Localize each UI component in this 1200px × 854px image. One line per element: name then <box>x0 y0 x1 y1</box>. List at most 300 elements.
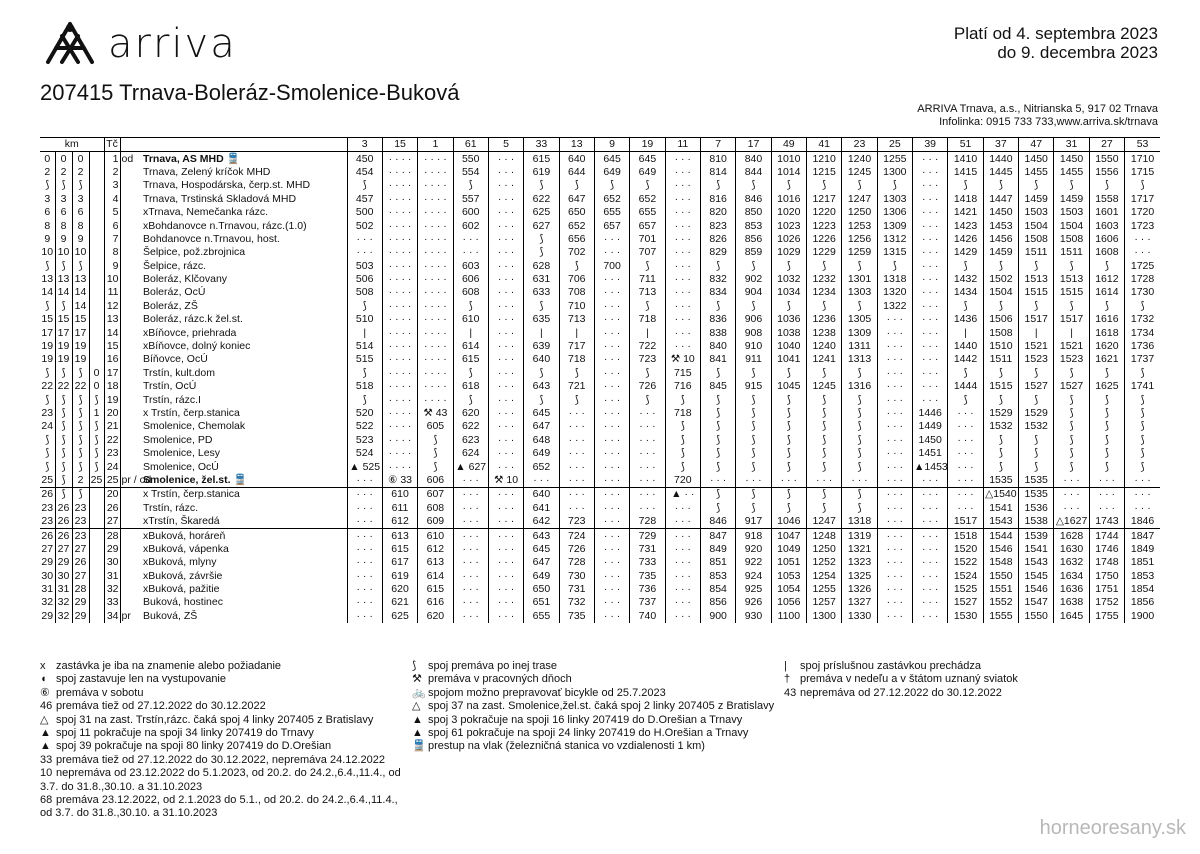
departure-time: · · · <box>630 502 665 515</box>
departure-time: 640 <box>524 353 559 366</box>
legend-text: premáva v nedeľu a v štátom uznaný sviatok <box>800 673 1018 686</box>
departure-time: ▲1453 <box>914 460 948 473</box>
departure-time: · · · <box>594 367 629 380</box>
departure-time: ⟆ <box>559 179 594 192</box>
departure-time: 454 <box>347 166 382 179</box>
departure-time: ⟆ <box>842 488 877 502</box>
departure-time: · · · <box>488 556 523 569</box>
departure-time: ⟆ <box>983 260 1018 273</box>
km-cell: ⟆ <box>45 393 50 406</box>
arrival-departure-flag <box>120 488 142 502</box>
departure-time: 729 <box>630 529 665 543</box>
departure-time: · · · <box>877 474 912 488</box>
timetable-row <box>40 434 1160 447</box>
km-cell: 13 <box>72 273 89 286</box>
departure-time: 1603 <box>1089 219 1124 232</box>
km-cell: ⟆ <box>72 260 89 273</box>
departure-time: 642 <box>524 515 559 529</box>
departure-time: ⟆ <box>842 260 877 273</box>
departure-time: 650 <box>524 583 559 596</box>
km-cell: 3 <box>55 193 72 206</box>
departure-time: 1440 <box>983 152 1018 166</box>
arrival-departure-flag <box>120 380 142 393</box>
departure-time: · · · <box>877 543 912 556</box>
tc-cell: 28 <box>104 529 120 543</box>
departure-time: 652 <box>630 193 665 206</box>
departure-time: ⟆ <box>1054 260 1089 273</box>
departure-time: · · · <box>594 488 629 502</box>
departure-time: · · · <box>488 420 523 433</box>
departure-time: ⟆ <box>524 367 559 380</box>
km-cell: ⟆ <box>45 447 50 460</box>
km-cell: 14 <box>72 286 89 299</box>
departure-time: 1521 <box>1019 340 1054 353</box>
departure-time: 1556 <box>1089 166 1124 179</box>
departure-time: ⟆ <box>665 447 700 460</box>
tc-cell: 34 <box>104 610 120 623</box>
departure-time: 1614 <box>1089 286 1124 299</box>
legend-item <box>40 754 412 767</box>
km-cell: ⟆ <box>72 393 89 406</box>
km-cell <box>89 596 104 609</box>
km-cell: ⟆ <box>45 433 50 446</box>
departure-time: · · · <box>665 219 700 232</box>
legend-text: spoj zastavuje len na vystupovanie <box>56 673 226 686</box>
departure-time: · · · <box>877 610 912 623</box>
timetable-row <box>40 273 1160 286</box>
legend-item <box>40 740 412 753</box>
departure-time: 640 <box>524 488 559 502</box>
departure-time: · · · <box>453 474 488 488</box>
km-cell: 1 <box>89 407 104 420</box>
tc-cell: 16 <box>104 353 120 366</box>
departure-time: 602 <box>453 219 488 232</box>
legend-text: premáva v pracovných dňoch <box>428 673 572 686</box>
departure-time: 1551 <box>983 583 1018 596</box>
legend-item <box>40 767 412 794</box>
departure-time: 718 <box>559 353 594 366</box>
km-cell <box>89 556 104 569</box>
departure-time: 836 <box>700 313 735 326</box>
trip-number-header: 49 <box>771 138 806 152</box>
departure-time: 618 <box>453 380 488 393</box>
departure-time: · · · <box>842 474 877 488</box>
departure-time: 726 <box>559 543 594 556</box>
km-cell: ⟆ <box>55 407 72 420</box>
departure-time: 1330 <box>842 610 877 623</box>
departure-time: 614 <box>418 570 453 583</box>
timetable-row <box>40 353 1160 366</box>
tc-cell: 27 <box>104 515 120 529</box>
km-cell <box>89 233 104 246</box>
legend-symbol: 43 <box>784 686 797 699</box>
km-cell: 29 <box>41 556 54 569</box>
departure-time: 523 <box>347 434 382 447</box>
km-cell: 27 <box>41 542 54 555</box>
tc-cell: 26 <box>104 502 120 515</box>
departure-time: · · · · <box>382 166 417 179</box>
departure-time: ⟆ <box>1054 300 1089 313</box>
departure-time: · · · <box>488 529 523 543</box>
departure-time: ⟆ <box>842 179 877 192</box>
departure-time: · · · <box>453 556 488 569</box>
departure-time: 1736 <box>1125 340 1160 353</box>
departure-time: | <box>347 326 382 339</box>
departure-time: 856 <box>700 596 735 609</box>
departure-time: · · · <box>665 340 700 353</box>
departure-time: 1316 <box>842 380 877 393</box>
departure-time: ⟆ <box>1089 393 1124 406</box>
departure-time: · · · <box>806 474 841 488</box>
departure-time: ⟆ <box>1054 460 1089 473</box>
departure-time: 1020 <box>771 206 806 219</box>
km-cell: 26 <box>41 488 54 501</box>
departure-time: ⟆ <box>453 393 488 406</box>
departure-time: · · · <box>913 570 948 583</box>
departure-time: 1550 <box>983 570 1018 583</box>
km-cell: ⟆ <box>55 434 72 447</box>
departure-time: ⟆ <box>1054 420 1089 433</box>
departure-time: ⟆ <box>700 420 735 433</box>
legend-symbol: ◖ <box>40 673 47 686</box>
trip-number-header: 11 <box>665 138 700 152</box>
departure-time: 1303 <box>842 286 877 299</box>
arrival-departure-flag <box>120 515 142 529</box>
stop-name: Bohdanovce n.Trnavou, host. <box>142 233 347 246</box>
departure-time: 1026 <box>771 233 806 246</box>
tc-cell: 13 <box>104 313 120 326</box>
departure-time: ⟆ <box>736 460 771 473</box>
km-cell <box>89 543 104 556</box>
departure-time: · · · <box>630 407 665 420</box>
departure-time: 1849 <box>1125 543 1160 556</box>
departure-time: ⟆ <box>524 233 559 246</box>
departure-time: 612 <box>382 515 417 529</box>
departure-time: ⟆ <box>347 367 382 380</box>
departure-time: 1725 <box>1125 260 1160 273</box>
departure-time: 1445 <box>983 166 1018 179</box>
departure-time: 728 <box>559 556 594 569</box>
departure-time: 1527 <box>1019 380 1054 393</box>
departure-time: · · · <box>559 474 594 488</box>
km-cell: ⟆ <box>89 447 104 460</box>
departure-time: 644 <box>559 166 594 179</box>
departure-time: 1038 <box>771 326 806 339</box>
timetable-row <box>40 313 1160 326</box>
departure-time: ⟆ <box>524 300 559 313</box>
departure-time: 1423 <box>948 219 983 232</box>
departure-time: ⟆ <box>1089 260 1124 273</box>
timetable-row <box>40 260 1160 273</box>
departure-time: 510 <box>347 313 382 326</box>
departure-time: 841 <box>700 353 735 366</box>
departure-time: 617 <box>382 556 417 569</box>
tc-cell: 8 <box>104 246 120 259</box>
departure-time: · · · <box>488 206 523 219</box>
departure-time: 1327 <box>842 596 877 609</box>
departure-time: · · · <box>1089 474 1124 488</box>
departure-time: · · · <box>877 488 912 502</box>
trip-number-header: 25 <box>877 138 912 152</box>
km-cell: ⟆ <box>45 259 50 272</box>
departure-time: 1524 <box>948 570 983 583</box>
departure-time: ⟆ <box>1054 393 1089 406</box>
company-info <box>917 103 1158 129</box>
km-cell: ⟆ <box>55 393 72 406</box>
km-cell: 0 <box>89 367 104 380</box>
departure-time: 1223 <box>806 219 841 232</box>
arrival-departure-flag <box>120 460 142 473</box>
trip-number-header: 3 <box>347 138 382 152</box>
km-cell: 10 <box>55 246 72 259</box>
legend-text: spoj 31 na zast. Trstín,rázc. čaká spoj 4 linky 207405 z Bratislavy <box>56 713 374 726</box>
departure-time: · · · <box>913 179 948 192</box>
km-cell: ⟆ <box>72 420 89 433</box>
departure-time: 733 <box>630 556 665 569</box>
legend-text: premáva v sobotu <box>56 686 144 699</box>
departure-time: 1723 <box>1125 219 1160 232</box>
departure-time: 1508 <box>983 326 1018 339</box>
trip-number-header: 47 <box>1019 138 1054 152</box>
stop-name: Trstín, rázc. <box>142 502 347 515</box>
legend-item <box>40 727 412 740</box>
departure-time: 1846 <box>1125 515 1160 529</box>
departure-time: 524 <box>347 447 382 460</box>
departure-time: 1625 <box>1089 380 1124 393</box>
km-cell: ⟆ <box>45 179 50 192</box>
departure-time: · · · <box>665 246 700 259</box>
trip-number-header: 53 <box>1125 138 1160 152</box>
departure-time: · · · <box>1125 233 1160 246</box>
km-cell <box>89 219 104 232</box>
legend-text: premáva 23.12.2022, od 2.1.2023 do 5.1., od 20.2. do 24.2.,6.4.,11.4., od 3.7. do 31.8.,30.10. a 31.10.2023 <box>40 794 398 820</box>
stop-name: Boleráz, Klčovany <box>142 273 347 286</box>
departure-time: 840 <box>736 152 771 166</box>
stop-name: Boleráz, rázc.k žel.st. <box>142 313 347 326</box>
departure-time: ⟆ <box>418 434 453 447</box>
departure-time: 735 <box>630 570 665 583</box>
stop-name: Smolenice, Chemolak <box>142 420 347 433</box>
departure-time: 514 <box>347 340 382 353</box>
departure-time: · · · <box>488 353 523 366</box>
departure-time: 911 <box>736 353 771 366</box>
departure-time: · · · <box>665 610 700 623</box>
departure-time: 920 <box>736 543 771 556</box>
departure-time: 615 <box>524 152 559 166</box>
departure-time: · · · · <box>382 152 417 166</box>
departure-time: · · · <box>913 326 948 339</box>
departure-time: ⟆ <box>700 300 735 313</box>
departure-time: 707 <box>630 246 665 259</box>
departure-time: 619 <box>524 166 559 179</box>
km-cell: 23 <box>72 515 89 529</box>
departure-time: · · · <box>665 529 700 543</box>
departure-time: · · · <box>594 353 629 366</box>
arrival-departure-flag <box>120 340 142 353</box>
departure-time: · · · <box>913 260 948 273</box>
stop-name: xBohdanovce n.Trnavou, rázc.(1.0) <box>142 219 347 232</box>
km-cell: 13 <box>55 273 72 286</box>
timetable-row <box>40 179 1160 192</box>
departure-time: 1429 <box>948 246 983 259</box>
departure-time: 708 <box>559 286 594 299</box>
departure-time: 1415 <box>948 166 983 179</box>
departure-time: 924 <box>736 570 771 583</box>
departure-time: 717 <box>559 340 594 353</box>
departure-time: ⟆ <box>806 260 841 273</box>
arrival-departure-flag <box>120 300 142 313</box>
stop-name: Trnava, Hospodárska, čerp.st. MHD <box>142 179 347 192</box>
legend-item <box>412 660 784 673</box>
trip-number-header: 51 <box>948 138 983 152</box>
km-cell: 3 <box>72 193 89 206</box>
departure-time: ⟆ <box>665 460 700 473</box>
departure-time: 1502 <box>983 273 1018 286</box>
departure-time: 647 <box>524 420 559 433</box>
departure-time: 1036 <box>771 313 806 326</box>
departure-time: ⟆ <box>347 179 382 192</box>
timetable-row <box>40 556 1160 569</box>
km-cell <box>89 260 104 273</box>
departure-time: · · · · <box>418 152 453 166</box>
departure-time: · · · <box>347 246 382 259</box>
timetable-row <box>40 610 1160 623</box>
stop-name: x Trstín, čerp.stanica <box>142 488 347 502</box>
departure-time: ⟆ <box>700 393 735 406</box>
departure-time: · · · <box>1125 246 1160 259</box>
timetable-row <box>40 502 1160 515</box>
departure-time: · · · <box>1089 488 1124 502</box>
departure-time: 1319 <box>842 529 877 543</box>
departure-time: 1525 <box>948 583 983 596</box>
km-cell: 17 <box>55 326 72 339</box>
departure-time: 713 <box>559 313 594 326</box>
departure-time: · · · · <box>382 434 417 447</box>
departure-time: 735 <box>559 610 594 623</box>
km-cell: ⟆ <box>55 260 72 273</box>
departure-time: 645 <box>524 543 559 556</box>
departure-time: 1717 <box>1125 193 1160 206</box>
km-cell: ⟆ <box>55 420 72 433</box>
departure-time: 1029 <box>771 246 806 259</box>
arrival-departure-flag <box>120 543 142 556</box>
departure-time: 1737 <box>1125 353 1160 366</box>
timetable-row <box>40 393 1160 406</box>
departure-time: · · · <box>488 286 523 299</box>
departure-time: · · · <box>877 340 912 353</box>
arrival-departure-flag <box>120 246 142 259</box>
departure-time: 1538 <box>1019 515 1054 529</box>
departure-time: ⟆ <box>806 367 841 380</box>
departure-time: · · · <box>594 583 629 596</box>
departure-time: 655 <box>594 206 629 219</box>
trip-number-header: 17 <box>736 138 771 152</box>
km-cell: 8 <box>72 219 89 232</box>
arrival-departure-flag <box>120 420 142 433</box>
departure-time: 716 <box>665 380 700 393</box>
departure-time: · · · <box>594 556 629 569</box>
departure-time: 1054 <box>771 583 806 596</box>
departure-time: 450 <box>347 152 382 166</box>
km-cell: 8 <box>44 219 51 232</box>
departure-time: ⟆ <box>347 300 382 313</box>
departure-time: 1555 <box>983 610 1018 623</box>
departure-time: 1318 <box>877 273 912 286</box>
departure-time: 722 <box>630 340 665 353</box>
departure-time: 655 <box>524 610 559 623</box>
departure-time: 700 <box>594 260 629 273</box>
departure-time: 1513 <box>1054 273 1089 286</box>
departure-time: ⟆ <box>842 300 877 313</box>
departure-time: · · · <box>877 570 912 583</box>
departure-time: · · · <box>559 447 594 460</box>
departure-time: · · · <box>559 434 594 447</box>
legend-column-1 <box>40 660 412 821</box>
departure-time: ⟆ <box>700 434 735 447</box>
departure-time: 820 <box>700 206 735 219</box>
departure-time: ⚒ 10 <box>488 474 523 488</box>
departure-time: 908 <box>736 326 771 339</box>
legend-symbol: 🚆 <box>412 740 426 753</box>
arrival-departure-flag <box>120 447 142 460</box>
departure-time: 1241 <box>806 353 841 366</box>
departure-time: 1240 <box>806 340 841 353</box>
tc-cell: 14 <box>104 326 120 339</box>
departure-time: · · · <box>665 166 700 179</box>
tc-cell: 6 <box>104 219 120 232</box>
departure-time: 1217 <box>806 193 841 206</box>
timetable-row <box>40 596 1160 609</box>
departure-time: 1056 <box>771 596 806 609</box>
departure-time: ⟆ <box>1019 300 1054 313</box>
departure-time: 834 <box>700 286 735 299</box>
departure-time: 1229 <box>806 246 841 259</box>
stop-name: xTrnava, Nemečanka rázc. <box>142 206 347 219</box>
departure-time: ⟆ <box>1125 434 1160 447</box>
departure-time: ⟆ <box>983 447 1018 460</box>
departure-time: · · · · <box>382 380 417 393</box>
departure-time: · · · · <box>382 393 417 406</box>
departure-time: · · · <box>594 326 629 339</box>
departure-time: 910 <box>736 340 771 353</box>
departure-time: · · · <box>948 447 983 460</box>
arrival-departure-flag: pr <box>121 609 131 622</box>
departure-time: · · · <box>347 556 382 569</box>
legend-item <box>40 700 412 713</box>
departure-time: 1450 <box>1054 152 1089 166</box>
departure-time: 627 <box>524 219 559 232</box>
departure-time: · · · <box>913 300 948 313</box>
departure-time: ⟆ <box>877 179 912 192</box>
departure-time: 1010 <box>771 152 806 166</box>
departure-time: · · · · <box>382 367 417 380</box>
departure-time: 502 <box>347 219 382 232</box>
departure-time: · · · <box>877 447 912 460</box>
arrival-departure-flag <box>120 434 142 447</box>
tc-cell: 12 <box>104 300 120 313</box>
departure-time: 1515 <box>1054 286 1089 299</box>
departure-time: · · · <box>665 300 700 313</box>
departure-time: △1540 <box>985 488 1017 501</box>
departure-time: 1532 <box>1019 420 1054 433</box>
arrival-departure-flag <box>120 393 142 406</box>
departure-time: · · · <box>488 300 523 313</box>
departure-time: 1315 <box>877 246 912 259</box>
departure-time: ▲ 627 <box>453 460 488 473</box>
departure-time: 740 <box>630 610 665 623</box>
departure-time: 609 <box>418 515 453 529</box>
departure-time: ⟆ <box>736 420 771 433</box>
